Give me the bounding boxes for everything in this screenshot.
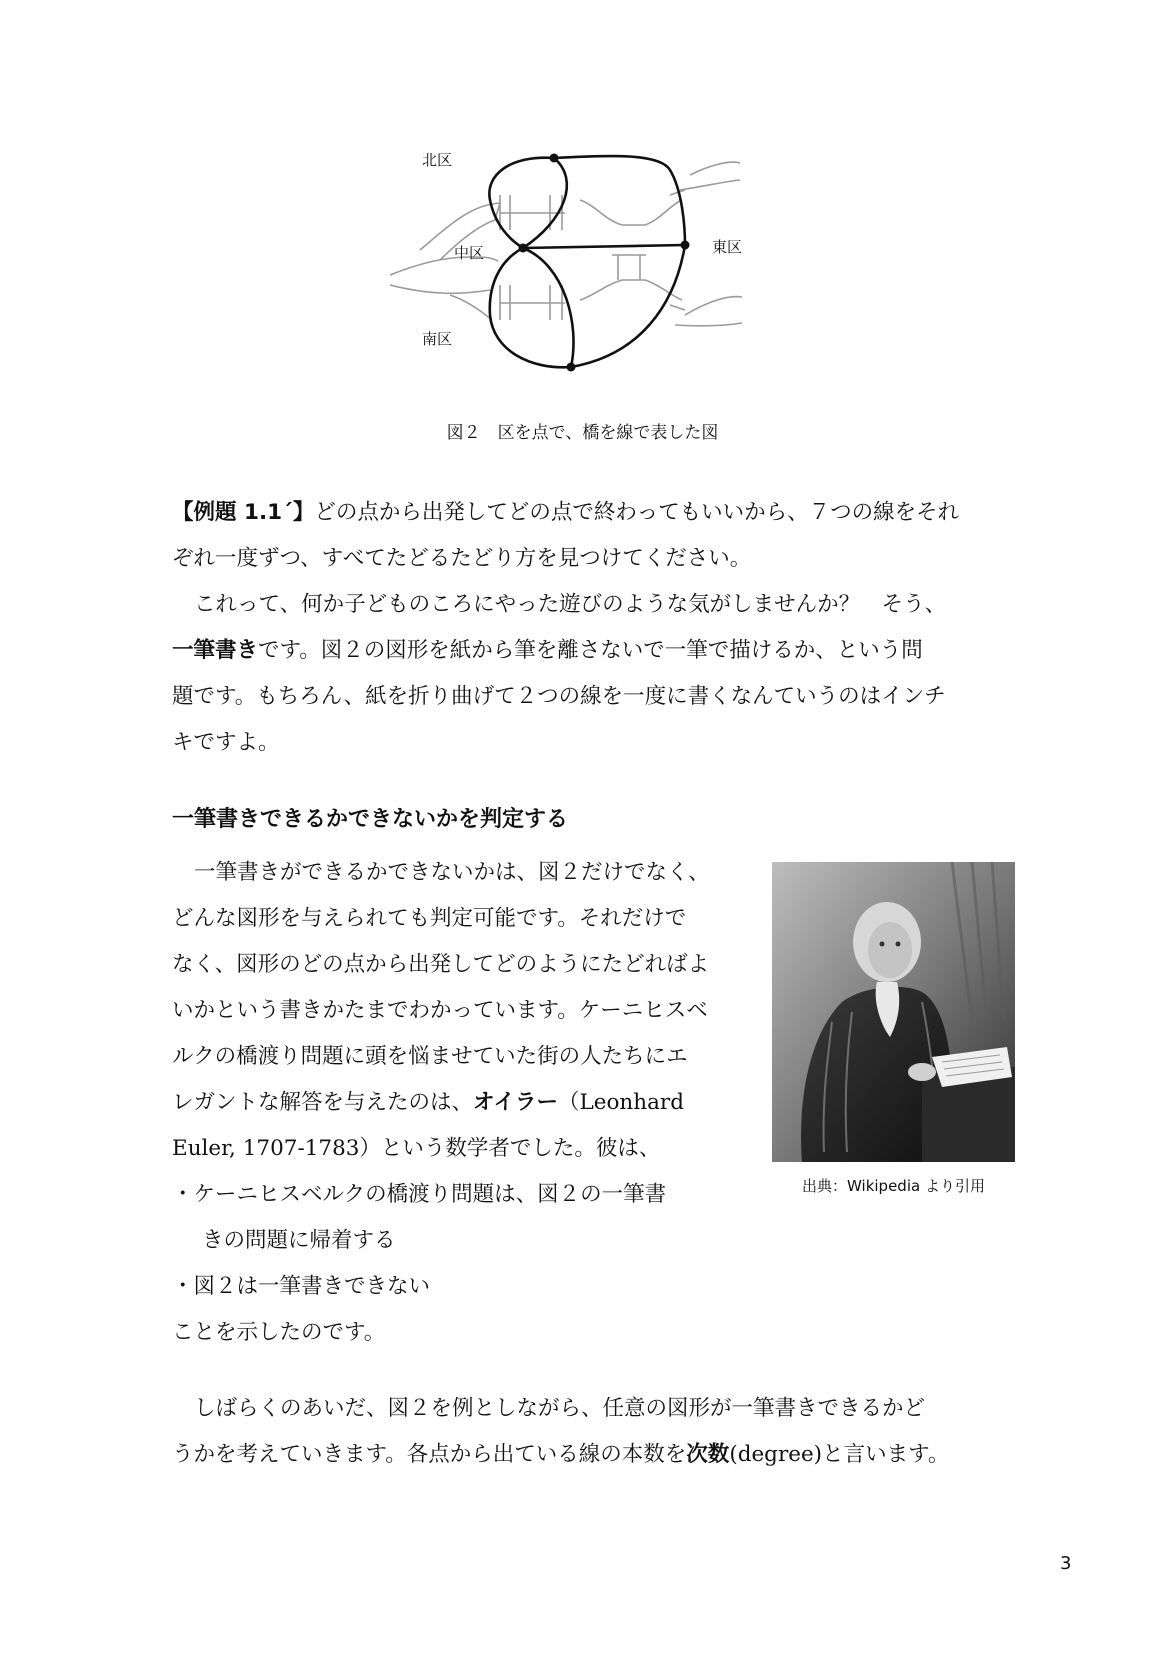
node-middle — [519, 244, 528, 253]
example-label: 【例題 1.1´】 — [172, 500, 315, 525]
para1-line-4: キですよ。 — [172, 730, 280, 755]
para2-line-2: どんな図形を与えられても判定可能です。それだけで — [172, 906, 687, 931]
para2-line-3: なく、図形のどの点から出発してどのようにたどればよ — [172, 952, 710, 977]
photo-credit: 出典：Wikipedia より引用 — [802, 1177, 985, 1195]
figure-caption: 図２ 区を点で、橋を線で表した図 — [446, 423, 719, 443]
paragraph-1 — [172, 582, 946, 766]
para2-line-4: いかという書きかたまでわかっています。ケーニヒスベ — [172, 998, 708, 1023]
label-east: 東区 — [712, 238, 743, 256]
node-east — [681, 241, 690, 250]
bullet-1b: きの問題に帰着する — [202, 1228, 396, 1253]
para2-line-5: ルクの橋渡り問題に頭を悩ませていた街の人たちにエ — [172, 1044, 688, 1069]
term-hitofude: 一筆書き — [172, 638, 259, 663]
paragraph-3 — [172, 1386, 949, 1478]
para1-line-2: です。図２の図形を紙から筆を離さないで一筆で描けるか、という問 — [258, 638, 923, 663]
figure-2 — [390, 145, 790, 395]
para2-line-6b: （Leonhard — [557, 1090, 684, 1115]
portrait-image — [772, 862, 1015, 1162]
para2-end: ことを示したのです。 — [172, 1320, 386, 1345]
page-number: 3 — [1060, 1553, 1072, 1574]
euler-portrait — [772, 862, 1015, 1162]
para3-line-2b: (degree)と言います。 — [729, 1442, 950, 1467]
para2-line-1: 一筆書きができるかできないかは、図２だけでなく、 — [194, 860, 710, 885]
bullet-2: ・図２は一筆書きできない — [172, 1274, 431, 1299]
para1-line-1: これって、何か子どものころにやった遊びのような気がしませんか？ そう、 — [194, 592, 947, 617]
paragraph-2 — [172, 850, 710, 1356]
para3-line-1: しばらくのあいだ、図２を例としながら、任意の図形が一筆書きできるかど — [194, 1396, 926, 1421]
example-problem — [172, 490, 959, 582]
para1-line-3: 題です。もちろん、紙を折り曲げて２つの線を一度に書くなんていうのはインチ — [172, 684, 946, 709]
bullet-1a: ・ケーニヒスベルクの橋渡り問題は、図２の一筆書 — [172, 1182, 667, 1207]
node-north — [550, 154, 559, 163]
label-south: 南区 — [422, 330, 453, 348]
graph-edges — [489, 156, 685, 367]
term-euler: オイラー — [473, 1090, 558, 1115]
node-south — [567, 363, 576, 372]
para2-line-7: Euler, 1707-1783）という数学者でした。彼は、 — [172, 1136, 661, 1161]
para3-line-2a: うかを考えていきます。各点から出ている線の本数を — [172, 1442, 687, 1467]
term-degree: 次数 — [686, 1442, 730, 1467]
label-middle: 中区 — [454, 244, 485, 262]
example-line-2: ぞれ一度ずつ、すべてたどるたどり方を見つけてください。 — [172, 546, 752, 571]
para2-line-6a: レガントな解答を与えたのは、 — [172, 1090, 474, 1115]
bridge-graph-diagram — [390, 145, 790, 395]
example-line-1: どの点から出発してどの点で終わってもいいから、７つの線をそれ — [314, 500, 960, 525]
section-heading: 一筆書きできるかできないかを判定する — [172, 807, 569, 832]
label-north: 北区 — [422, 151, 453, 169]
